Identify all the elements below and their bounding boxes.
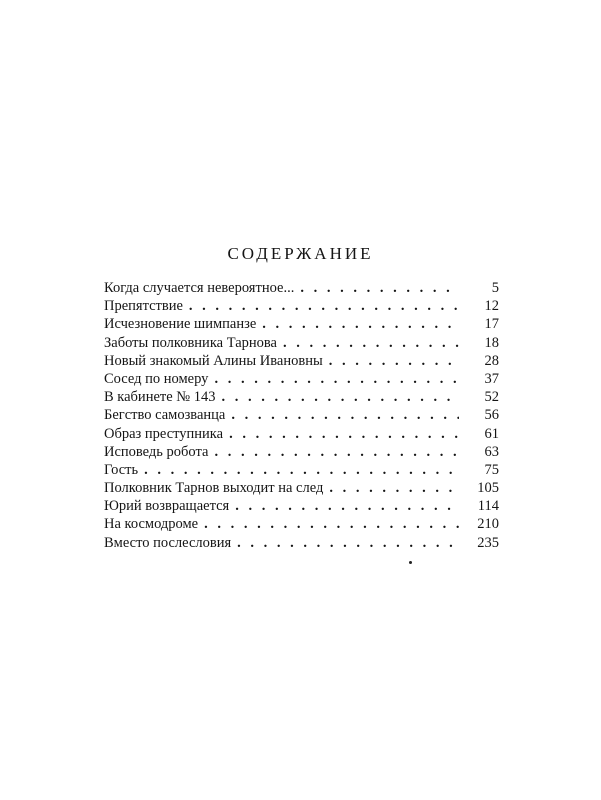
dot-leader bbox=[229, 497, 459, 515]
toc-entry-page: 28 bbox=[484, 352, 499, 369]
toc-entry-page: 63 bbox=[484, 443, 499, 460]
toc-entry-page: 37 bbox=[484, 370, 499, 387]
toc-entry bbox=[104, 479, 499, 497]
toc-entry-title: Новый знакомый Алины Ивановны bbox=[104, 352, 323, 369]
toc-entry-title: Препятствие bbox=[104, 298, 183, 315]
toc-entry bbox=[104, 388, 499, 406]
toc-entry bbox=[104, 352, 499, 370]
toc-entry bbox=[104, 315, 499, 333]
toc-entry-title: Полковник Тарнов выходит на след bbox=[104, 480, 324, 497]
toc-entry-title: Юрий возвращается bbox=[104, 498, 230, 515]
toc-entry-title: Вместо послесловия bbox=[104, 534, 232, 551]
toc-entry-page: 114 bbox=[477, 498, 499, 515]
toc-entry bbox=[104, 443, 499, 461]
dot-leader bbox=[225, 406, 459, 424]
toc-entry-title: Заботы полковника Тарнова bbox=[104, 334, 277, 351]
page-title: СОДЕРЖАНИЕ bbox=[227, 244, 374, 263]
dot-leader bbox=[223, 425, 459, 443]
toc-entry-title: На космодроме bbox=[104, 516, 199, 533]
table-of-contents bbox=[104, 279, 499, 552]
toc-entry-page: 52 bbox=[484, 389, 499, 406]
toc-entry-title: Гость bbox=[104, 461, 139, 478]
toc-entry bbox=[104, 461, 499, 479]
dot-leader bbox=[198, 515, 459, 533]
toc-entry-page: 5 bbox=[491, 280, 499, 296]
toc-entry bbox=[104, 515, 499, 533]
toc-entry bbox=[104, 497, 499, 515]
dot-leader bbox=[256, 315, 459, 333]
toc-entry-title: Когда случается невероятное... bbox=[104, 280, 295, 296]
dot-leader bbox=[277, 334, 459, 352]
toc-entry bbox=[104, 406, 499, 424]
toc-entry bbox=[104, 279, 499, 297]
dot-leader bbox=[138, 461, 459, 479]
toc-entry-page: 105 bbox=[477, 480, 499, 497]
toc-entry bbox=[104, 297, 499, 315]
dot-leader bbox=[208, 370, 459, 388]
dot-leader bbox=[294, 279, 459, 297]
toc-entry-title: Сосед по номеру bbox=[104, 370, 209, 387]
toc-entry-page: 56 bbox=[484, 407, 499, 424]
toc-entry-title: Исчезновение шимпанзе bbox=[104, 316, 257, 333]
toc-entry-page: 17 bbox=[484, 316, 499, 333]
dot-leader bbox=[323, 352, 459, 370]
toc-entry-page: 12 bbox=[484, 298, 499, 315]
dot-leader bbox=[231, 534, 459, 552]
dot-leader bbox=[216, 388, 460, 406]
toc-entry-title: Образ преступника bbox=[104, 425, 224, 442]
toc-entry-page: 18 bbox=[484, 334, 499, 351]
dot-leader bbox=[208, 443, 459, 461]
toc-entry-page: 61 bbox=[484, 425, 499, 442]
toc-entry-title: Исповедь робота bbox=[104, 443, 209, 460]
toc-entry bbox=[104, 370, 499, 388]
dot-leader bbox=[183, 297, 459, 315]
toc-entry-page: 235 bbox=[477, 534, 499, 551]
toc-entry bbox=[104, 534, 499, 552]
toc-entry bbox=[104, 425, 499, 443]
toc-entry-title: Бегство самозванца bbox=[104, 407, 226, 424]
print-speck bbox=[409, 561, 412, 564]
toc-entry bbox=[104, 334, 499, 352]
toc-entry-page: 75 bbox=[484, 461, 499, 478]
toc-entry-title: В кабинете № 143 bbox=[104, 389, 216, 406]
toc-entry-page: 210 bbox=[477, 516, 499, 533]
dot-leader bbox=[323, 479, 459, 497]
